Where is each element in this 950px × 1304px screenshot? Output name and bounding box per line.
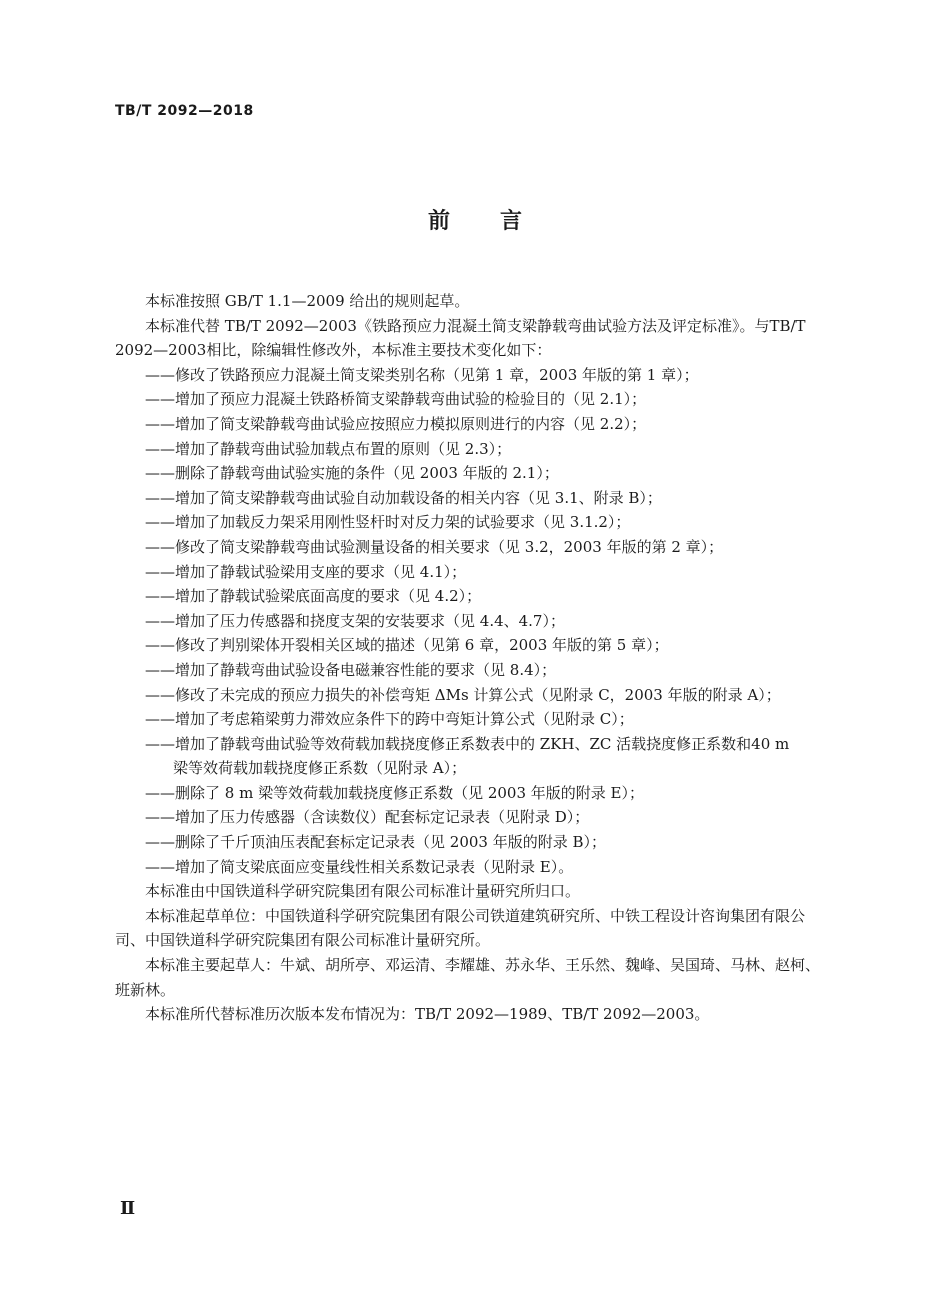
document-code: TB/T 2092—2018: [115, 103, 254, 119]
list-item: ——增加了简支梁静载弯曲试验自动加载设备的相关内容（见 3.1、附录 B）；: [145, 488, 662, 507]
list-item: ——增加了加载反力架采用刚性竖杆时对反力架的试验要求（见 3.1.2）；: [145, 513, 631, 532]
list-item: ——增加了静载弯曲试验设备电磁兼容性能的要求（见 8.4）；: [145, 660, 557, 679]
page-title: 前言: [427, 208, 572, 234]
list-item: ——增加了简支梁底面应变量线性相关系数记录表（见附录 E）。: [145, 857, 574, 876]
list-item-long-continuation: 梁等效荷载加载挠度修正系数（见附录 A）；: [173, 759, 467, 778]
list-item: ——修改了判别梁体开裂相关区域的描述（见第 6 章，2003 年版的第 5 章）；: [145, 636, 669, 655]
list-item: ——删除了静载弯曲试验实施的条件（见 2003 年版的 2.1）；: [145, 464, 559, 483]
list-item: ——删除了千斤顶油压表配套标定记录表（见 2003 年版的附录 B）；: [145, 833, 607, 852]
foreword-body: [115, 289, 833, 1027]
paragraph-drafting-units: 本标准起草单位：中国铁道科学研究院集团有限公司铁道建筑研究所、中铁工程设计咨询集团有限公司、中国铁道科学研究院集团有限公司标准计量研究所。: [115, 906, 806, 950]
list-item: ——删除了 8 m 梁等效荷载加载挠度修正系数（见 2003 年版的附录 E）；: [145, 783, 645, 802]
page-number: Ⅱ: [120, 1198, 136, 1219]
list-item: ——增加了静载试验梁用支座的要求（见 4.1）；: [145, 562, 467, 581]
paragraph-replacement: 本标准代替 TB/T 2092—2003《铁路预应力混凝土简支梁静载弯曲试验方法及评定标准》。与TB/T 2092—2003相比，除编辑性修改外，本标准主要技术变化如下：: [115, 316, 806, 360]
list-item-long: ——增加了静载弯曲试验等效荷载加载挠度修正系数表中的 ZKH、ZC 活载挠度修正系数和40 m: [145, 734, 790, 753]
paragraph-drafters: 本标准主要起草人：牛斌、胡所亭、邓运清、李耀雄、苏永华、王乐然、魏峰、吴国琦、马林、赵柯、班新林。: [115, 956, 821, 999]
list-item: ——增加了静载试验梁底面高度的要求（见 4.2）；: [145, 587, 482, 606]
list-item: ——修改了铁路预应力混凝土简支梁类别名称（见第 1 章，2003 年版的第 1 章）；: [145, 365, 699, 384]
list-item: ——增加了压力传感器和挠度支架的安装要求（见 4.4、4.7）；: [145, 611, 565, 630]
list-item: ——增加了预应力混凝土铁路桥简支梁静载弯曲试验的检验目的（见 2.1）；: [145, 390, 647, 409]
list-item: ——增加了简支梁静载弯曲试验应按照应力模拟原则进行的内容（见 2.2）；: [145, 414, 647, 433]
paragraph-version-history: 本标准所代替标准历次版本发布情况为：TB/T 2092—1989、TB/T 2092—2003。: [145, 1005, 710, 1024]
list-item: ——增加了考虑箱梁剪力滞效应条件下的跨中弯矩计算公式（见附录 C）；: [145, 710, 634, 729]
list-item: ——修改了未完成的预应力损失的补偿弯矩 ΔMs 计算公式（见附录 C，2003 年版的附录 A）；: [145, 685, 781, 704]
list-item: ——增加了压力传感器（含读数仪）配套标定记录表（见附录 D）；: [145, 808, 590, 827]
paragraph-drafting-rules: 本标准按照 GB/T 1.1—2009 给出的规则起草。: [145, 292, 470, 310]
paragraph-administration: 本标准由中国铁道科学研究院集团有限公司标准计量研究所归口。: [145, 882, 581, 901]
list-item: ——修改了简支梁静载弯曲试验测量设备的相关要求（见 3.2，2003 年版的第 2 章）；: [145, 537, 724, 556]
list-item: ——增加了静载弯曲试验加载点布置的原则（见 2.3）；: [145, 439, 512, 458]
